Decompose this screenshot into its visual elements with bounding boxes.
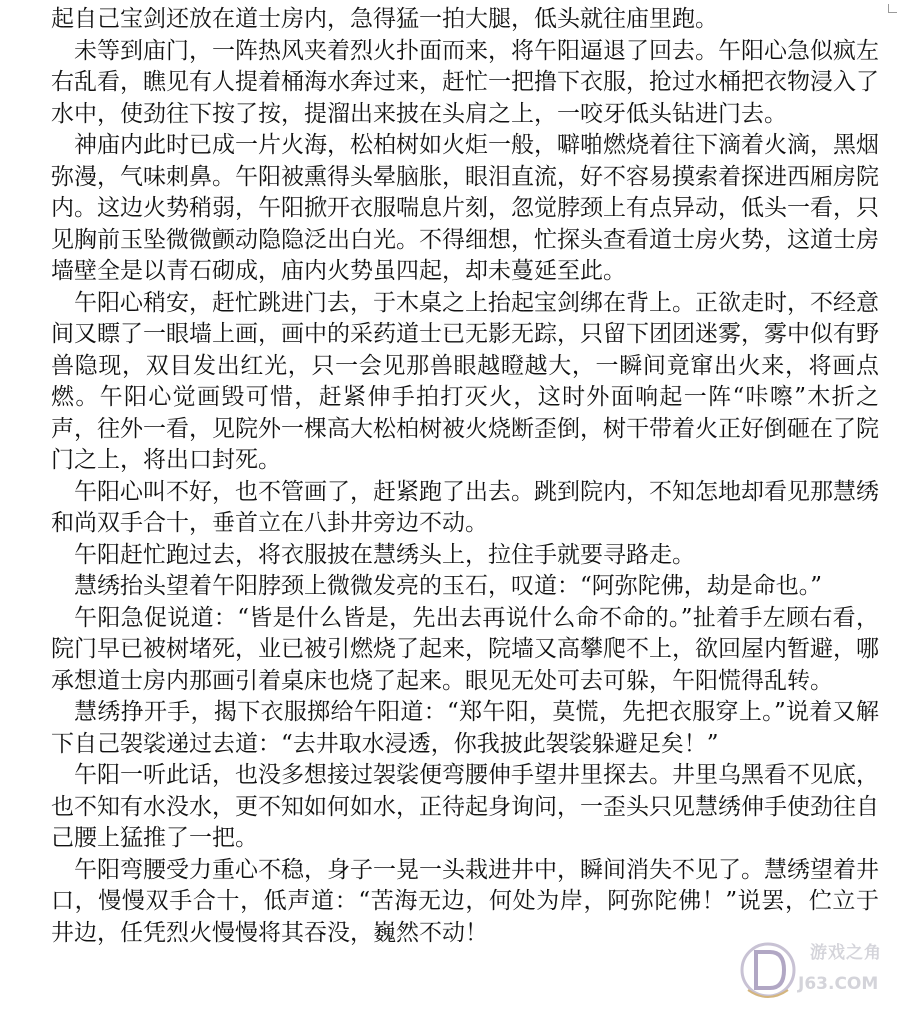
site-watermark [740,930,900,1008]
paragraph: 未等到庙门，一阵热风夹着烈火扑面而来，将午阳逼退了回去。午阳心急似疯左右乱看，瞧见有人提着桶海水奔过来，赶忙一把撸下衣服，抢过水桶把衣物浸入了水中，使劲往下按了按，提溜出来披在头肩之上，一咬牙低头钻进门去。 [51,37,879,127]
paragraph: 午阳赶忙跑过去，将衣服披在慧绣头上，拉住手就要寻路走。 [74,541,695,568]
document-body [51,4,879,949]
paragraph: 午阳弯腰受力重心不稳，身子一晃一头栽进井中，瞬间消失不见了。慧绣望着井口，慢慢双手合十，低声道：“苦海无边，何处为岸，阿弥陀佛！”说罢，伫立于井边，任凭烈火慢慢将其吞没，巍然不动！ [51,856,879,946]
paragraph: 起自己宝剑还放在道士房内，急得猛一拍大腿，低头就往庙里跑。 [51,6,718,32]
paragraph: 午阳急促说道：“皆是什么皆是，先出去再说什么命不命的。”扯着手左顾右看，院门早已被树堵死，业已被引燃烧了起来，院墙又高攀爬不上，欲回屋内暂避，哪承想道士房内那画引着桌床也烧了起来。眼见无处可去可躲，午阳慌得乱转。 [51,604,879,694]
watermark-text-en: J63.COM [798,974,879,994]
watermark-text-cn: 游戏之角 [810,943,882,963]
paragraph: 慧绣抬头望着午阳脖颈上微微发亮的玉石，叹道：“阿弥陀佛，劫是命也。” [74,573,823,599]
page-corner-mark [888,4,897,13]
paragraph: 午阳心叫不好，也不管画了，赶紧跑了出去。跳到院内，不知怎地却看见那慧绣和尚双手合十，垂首立在八卦井旁边不动。 [51,478,879,536]
paragraph: 慧绣挣开手，揭下衣服掷给午阳道：“郑午阳，莫慌，先把衣服穿上。”说着又解下自己袈裟递过去道：“去井取水浸透，你我披此袈裟躲避足矣！” [51,699,879,757]
paragraph: 午阳一听此话，也没多想接过袈裟便弯腰伸手望井里探去。井里乌黑看不见底，也不知有水没水，更不知如何如水，正待起身询问，一歪头只见慧绣伸手使劲往自己腰上猛推了一把。 [51,762,879,851]
paragraph: 午阳心稍安，赶忙跳进门去，于木桌之上抬起宝剑绑在背上。正欲走时，不经意间又瞟了一眼墙上画，画中的采药道士已无影无踪，只留下团团迷雾，雾中似有野兽隐现，双目发出红光，只一会见那兽眼越瞪越大，一瞬间竟窜出火来，将画点燃。午阳心觉画毁可惜，赶紧伸手拍打灭火，这时外面响起一阵“咔嚓”木折之声，往外一看，见院外一棵高大松柏树被火烧断歪倒，树干带着火正好倒砸在了院门之上，将出口封死。 [51,289,879,473]
paragraph: 神庙内此时已成一片火海，松柏树如火炬一般，噼啪燃烧着往下滴着火滴，黑烟弥漫，气味刺鼻。午阳被熏得头晕脑胀，眼泪直流，好不容易摸索着探进西厢房院内。这边火势稍弱，午阳掀开衣服喘息片刻，忽觉脖颈上有点异动，低头一看，只见胸前玉坠微微颤动隐隐泛出白光。不得细想，忙探头查看道士房火势，这道士房墙壁全是以青石砌成，庙内火势虽四起，却未蔓延至此。 [51,132,879,284]
